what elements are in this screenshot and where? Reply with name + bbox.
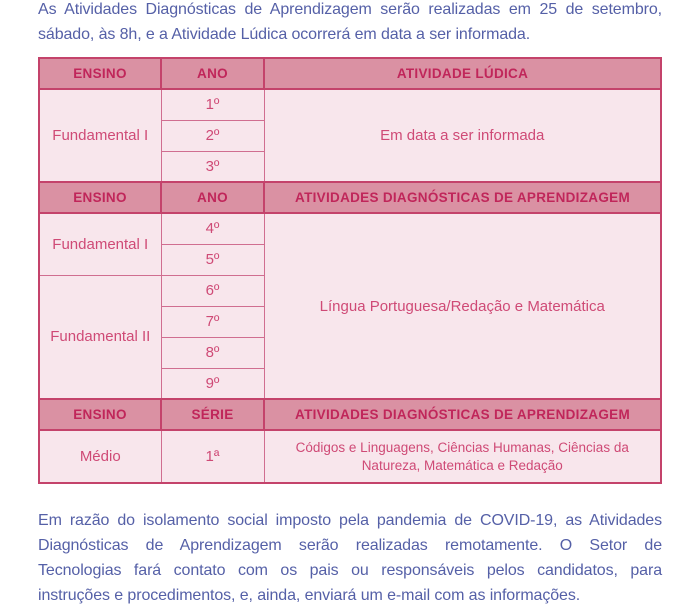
cell-ano-7: 7º — [161, 306, 264, 337]
cell-ano-9: 9º — [161, 368, 264, 399]
footer-line-2: Diagnósticas de Aprendizagem serão realizadas remotamente. O Setor de — [38, 537, 662, 554]
section2-header-row — [39, 182, 661, 213]
section1-header-row — [39, 58, 661, 89]
schedule-table — [38, 57, 662, 484]
cell-atividade-diagnostica-medio: Códigos e Linguagens, Ciências Humanas, Ciências da Natureza, Matemática e Redação — [264, 430, 661, 483]
section3-header-serie: SÉRIE — [161, 399, 264, 430]
cell-ano-2: 2º — [161, 120, 264, 151]
intro-paragraph — [38, 0, 662, 47]
cell-ano-5: 5º — [161, 244, 264, 275]
footer-paragraph — [38, 508, 662, 608]
cell-ensino-fundamental-1b: Fundamental I — [39, 213, 161, 275]
intro-line-1: As Atividades Diagnósticas de Aprendizagem serão realizadas em 25 de setembro, — [38, 1, 662, 18]
footer-line-4: instruções e procedimentos, e, ainda, enviará um e-mail com as informações. — [38, 587, 581, 604]
cell-ano-6: 6º — [161, 275, 264, 306]
section1-header-ensino: ENSINO — [39, 58, 161, 89]
cell-atividade-ludica: Em data a ser informada — [264, 89, 661, 182]
section3-header-ensino: ENSINO — [39, 399, 161, 430]
cell-ensino-fundamental-1: Fundamental I — [39, 89, 161, 182]
section2-header-ano: ANO — [161, 182, 264, 213]
cell-ensino-fundamental-2: Fundamental II — [39, 275, 161, 399]
section3-header-atividades-diagnosticas: ATIVIDADES DIAGNÓSTICAS DE APRENDIZAGEM — [264, 399, 661, 430]
section3-header-row — [39, 399, 661, 430]
footer-line-3: Tecnologias fará contato com os pais ou responsáveis pelos candidatos, para — [38, 562, 662, 579]
table-row — [39, 213, 661, 244]
table-row — [39, 89, 661, 120]
cell-ano-3: 3º — [161, 151, 264, 182]
intro-line-2: sábado, às 8h, e a Atividade Lúdica ocorrerá em data a ser informada. — [38, 26, 531, 43]
section2-header-atividades-diagnosticas: ATIVIDADES DIAGNÓSTICAS DE APRENDIZAGEM — [264, 182, 661, 213]
cell-ano-4: 4º — [161, 213, 264, 244]
section1-header-ano: ANO — [161, 58, 264, 89]
cell-ano-8: 8º — [161, 337, 264, 368]
footer-line-1: Em razão do isolamento social imposto pela pandemia de COVID-19, as Atividades — [38, 512, 662, 529]
cell-atividade-diagnostica-fundamental: Língua Portuguesa/Redação e Matemática — [264, 213, 661, 399]
cell-serie-1a: 1ª — [161, 430, 264, 483]
section2-header-ensino: ENSINO — [39, 182, 161, 213]
section1-header-atividade-ludica: ATIVIDADE LÚDICA — [264, 58, 661, 89]
cell-ensino-medio: Médio — [39, 430, 161, 483]
cell-ano-1: 1º — [161, 89, 264, 120]
table-row — [39, 430, 661, 483]
